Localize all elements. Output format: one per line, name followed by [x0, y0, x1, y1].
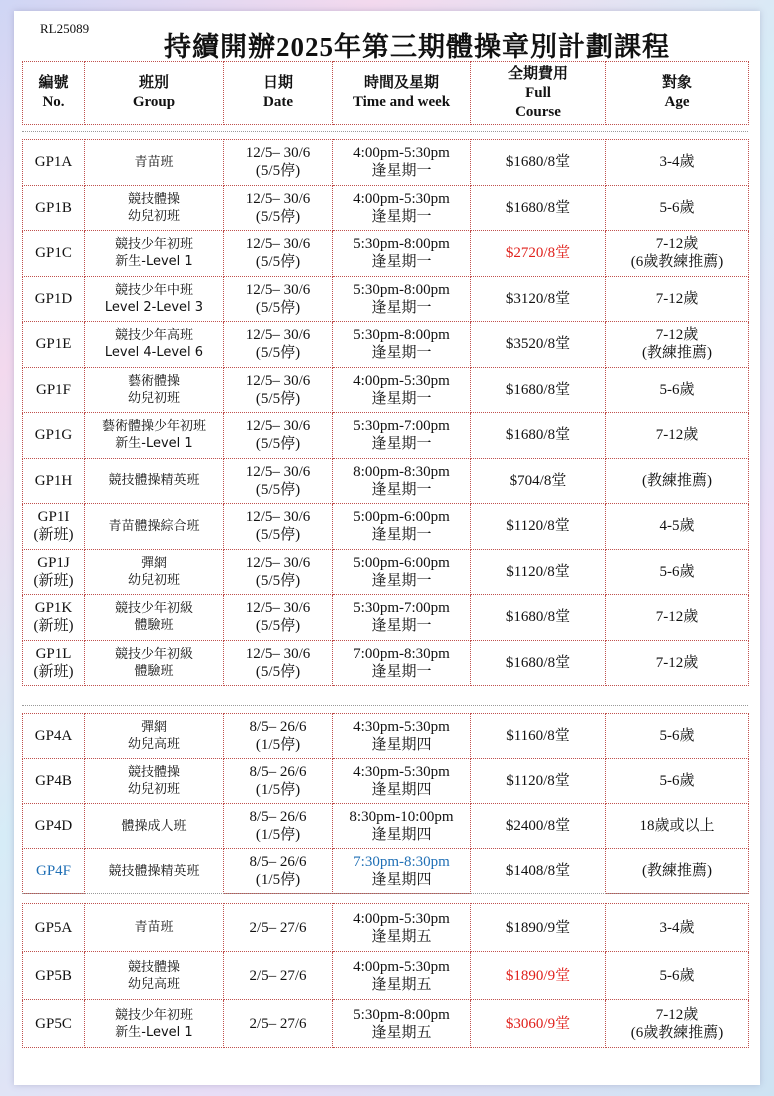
class-age-cell: 7-12歲: [606, 640, 749, 686]
class-group-cell: 競技體操精英班: [85, 849, 224, 894]
class-age-cell: 3-4歲: [606, 140, 749, 186]
class-age-cell: 7-12歲 (6歲教練推薦): [606, 1000, 749, 1048]
class-time-cell: 4:30pm-5:30pm 逢星期四: [333, 714, 471, 759]
class-fee-cell: $1680/8堂: [471, 595, 606, 641]
thursday-classes-table: [22, 713, 749, 894]
table-row: [23, 952, 749, 1000]
class-time-cell: 7:30pm-8:30pm 逢星期四: [333, 849, 471, 894]
class-number-cell: GP4F: [23, 849, 85, 894]
class-time-cell: 4:00pm-5:30pm 逢星期五: [333, 904, 471, 952]
class-fee-cell: $3120/8堂: [471, 276, 606, 322]
class-group-cell: 青苗班: [85, 140, 224, 186]
class-time-cell: 5:30pm-8:00pm 逢星期五: [333, 1000, 471, 1048]
class-fee-cell: $3520/8堂: [471, 322, 606, 368]
class-age-cell: 7-12歲: [606, 595, 749, 641]
class-time-cell: 5:30pm-8:00pm 逢星期一: [333, 231, 471, 277]
class-date-cell: 8/5– 26/6 (1/5停): [224, 759, 333, 804]
header-no: 編號 No.: [23, 62, 85, 125]
class-group-cell: 青苗體操綜合班: [85, 504, 224, 550]
class-time-cell: 4:30pm-5:30pm 逢星期四: [333, 759, 471, 804]
table-row: [23, 759, 749, 804]
class-number-cell: GP1A: [23, 140, 85, 186]
table-row: [23, 367, 749, 413]
class-date-cell: 12/5– 30/6 (5/5停): [224, 367, 333, 413]
class-date-cell: 8/5– 26/6 (1/5停): [224, 849, 333, 894]
table-row: [23, 231, 749, 277]
class-number-cell: GP1B: [23, 185, 85, 231]
class-fee-cell: $2720/8堂: [471, 231, 606, 277]
class-time-cell: 5:00pm-6:00pm 逢星期一: [333, 549, 471, 595]
table-row: [23, 714, 749, 759]
class-fee-cell: $704/8堂: [471, 458, 606, 504]
table-row: [23, 276, 749, 322]
table-row: [23, 322, 749, 368]
class-fee-cell: $1890/9堂: [471, 952, 606, 1000]
class-time-cell: 5:30pm-8:00pm 逢星期一: [333, 322, 471, 368]
class-fee-cell: $1120/8堂: [471, 759, 606, 804]
class-fee-cell: $1680/8堂: [471, 140, 606, 186]
class-fee-cell: $1160/8堂: [471, 714, 606, 759]
header-time: 時間及星期 Time and week: [333, 62, 471, 125]
class-date-cell: 2/5– 27/6: [224, 952, 333, 1000]
class-group-cell: 競技少年初班 新生-Level 1: [85, 1000, 224, 1048]
table-row: [23, 185, 749, 231]
class-group-cell: 競技少年初班 新生-Level 1: [85, 231, 224, 277]
class-group-cell: 競技少年初級 體驗班: [85, 595, 224, 641]
class-age-cell: 5-6歲: [606, 367, 749, 413]
class-age-cell: 5-6歲: [606, 714, 749, 759]
class-group-cell: 競技少年初級 體驗班: [85, 640, 224, 686]
class-age-cell: 4-5歲: [606, 504, 749, 550]
class-group-cell: 競技體操 幼兒初班: [85, 759, 224, 804]
class-number-cell: GP1K (新班): [23, 595, 85, 641]
class-date-cell: 12/5– 30/6 (5/5停): [224, 413, 333, 459]
class-age-cell: (教練推薦): [606, 849, 749, 894]
class-age-cell: 18歲或以上: [606, 804, 749, 849]
class-time-cell: 4:00pm-5:30pm 逢星期一: [333, 185, 471, 231]
class-number-cell: GP4B: [23, 759, 85, 804]
class-age-cell: 5-6歲: [606, 952, 749, 1000]
header-row: [23, 62, 749, 125]
class-age-cell: 5-6歲: [606, 549, 749, 595]
schedule-sheet: [14, 11, 760, 1085]
class-fee-cell: $1680/8堂: [471, 367, 606, 413]
class-number-cell: GP1D: [23, 276, 85, 322]
class-date-cell: 12/5– 30/6 (5/5停): [224, 595, 333, 641]
table-row: [23, 640, 749, 686]
class-fee-cell: $1890/9堂: [471, 904, 606, 952]
class-number-cell: GP1E: [23, 322, 85, 368]
header-date: 日期 Date: [224, 62, 333, 125]
class-group-cell: 競技體操精英班: [85, 458, 224, 504]
class-number-cell: GP1G: [23, 413, 85, 459]
class-number-cell: GP1J (新班): [23, 549, 85, 595]
class-fee-cell: $1120/8堂: [471, 549, 606, 595]
table-row: [23, 595, 749, 641]
divider: [22, 131, 748, 132]
table-row: [23, 849, 749, 894]
class-time-cell: 5:30pm-8:00pm 逢星期一: [333, 276, 471, 322]
class-date-cell: 12/5– 30/6 (5/5停): [224, 322, 333, 368]
header-age: 對象 Age: [606, 62, 749, 125]
class-time-cell: 4:00pm-5:30pm 逢星期一: [333, 367, 471, 413]
class-number-cell: GP1H: [23, 458, 85, 504]
class-age-cell: 7-12歲 (6歲教練推薦): [606, 231, 749, 277]
class-number-cell: GP5C: [23, 1000, 85, 1048]
class-date-cell: 12/5– 30/6 (5/5停): [224, 185, 333, 231]
class-date-cell: 12/5– 30/6 (5/5停): [224, 458, 333, 504]
class-group-cell: 藝術體操少年初班 新生-Level 1: [85, 413, 224, 459]
class-time-cell: 7:00pm-8:30pm 逢星期一: [333, 640, 471, 686]
class-date-cell: 8/5– 26/6 (1/5停): [224, 714, 333, 759]
class-number-cell: GP1F: [23, 367, 85, 413]
class-fee-cell: $1120/8堂: [471, 504, 606, 550]
class-group-cell: 藝術體操 幼兒初班: [85, 367, 224, 413]
friday-classes-table: [22, 903, 749, 1048]
class-age-cell: (教練推薦): [606, 458, 749, 504]
class-fee-cell: $1680/8堂: [471, 413, 606, 459]
class-date-cell: 8/5– 26/6 (1/5停): [224, 804, 333, 849]
class-time-cell: 5:30pm-7:00pm 逢星期一: [333, 413, 471, 459]
class-age-cell: 3-4歲: [606, 904, 749, 952]
class-age-cell: 7-12歲 (教練推薦): [606, 322, 749, 368]
class-group-cell: 青苗班: [85, 904, 224, 952]
divider: [22, 705, 748, 706]
class-fee-cell: $2400/8堂: [471, 804, 606, 849]
class-age-cell: 7-12歲: [606, 413, 749, 459]
class-number-cell: GP4D: [23, 804, 85, 849]
table-row: [23, 140, 749, 186]
class-group-cell: 彈網 幼兒高班: [85, 714, 224, 759]
class-group-cell: 競技少年高班 Level 4-Level 6: [85, 322, 224, 368]
table-row: [23, 904, 749, 952]
document-code: RL25089: [40, 21, 90, 36]
class-fee-cell: $1680/8堂: [471, 185, 606, 231]
table-row: [23, 1000, 749, 1048]
class-time-cell: 5:30pm-7:00pm 逢星期一: [333, 595, 471, 641]
header-table: [22, 61, 749, 125]
divider: [22, 893, 748, 894]
class-age-cell: 7-12歲: [606, 276, 749, 322]
class-group-cell: 體操成人班: [85, 804, 224, 849]
class-date-cell: 12/5– 30/6 (5/5停): [224, 504, 333, 550]
class-date-cell: 12/5– 30/6 (5/5停): [224, 640, 333, 686]
table-row: [23, 458, 749, 504]
class-group-cell: 競技少年中班 Level 2-Level 3: [85, 276, 224, 322]
class-time-cell: 4:00pm-5:30pm 逢星期五: [333, 952, 471, 1000]
class-time-cell: 8:30pm-10:00pm 逢星期四: [333, 804, 471, 849]
class-group-cell: 競技體操 幼兒高班: [85, 952, 224, 1000]
class-date-cell: 12/5– 30/6 (5/5停): [224, 549, 333, 595]
class-fee-cell: $3060/9堂: [471, 1000, 606, 1048]
table-row: [23, 804, 749, 849]
table-row: [23, 549, 749, 595]
class-age-cell: 5-6歲: [606, 759, 749, 804]
class-fee-cell: $1680/8堂: [471, 640, 606, 686]
class-date-cell: 2/5– 27/6: [224, 904, 333, 952]
class-time-cell: 5:00pm-6:00pm 逢星期一: [333, 504, 471, 550]
class-date-cell: 2/5– 27/6: [224, 1000, 333, 1048]
page-title: 持續開辦2025年第三期體操章別計劃課程: [164, 32, 670, 62]
table-row: [23, 413, 749, 459]
header-group: 班別 Group: [85, 62, 224, 125]
header-fee: 全期費用 Full Course: [471, 62, 606, 125]
class-age-cell: 5-6歲: [606, 185, 749, 231]
class-time-cell: 4:00pm-5:30pm 逢星期一: [333, 140, 471, 186]
class-number-cell: GP4A: [23, 714, 85, 759]
class-date-cell: 12/5– 30/6 (5/5停): [224, 276, 333, 322]
class-date-cell: 12/5– 30/6 (5/5停): [224, 140, 333, 186]
monday-classes-table: [22, 139, 749, 686]
class-number-cell: GP1I (新班): [23, 504, 85, 550]
class-group-cell: 競技體操 幼兒初班: [85, 185, 224, 231]
class-group-cell: 彈網 幼兒初班: [85, 549, 224, 595]
class-fee-cell: $1408/8堂: [471, 849, 606, 894]
class-number-cell: GP5A: [23, 904, 85, 952]
class-number-cell: GP5B: [23, 952, 85, 1000]
class-date-cell: 12/5– 30/6 (5/5停): [224, 231, 333, 277]
class-number-cell: GP1L (新班): [23, 640, 85, 686]
class-time-cell: 8:00pm-8:30pm 逢星期一: [333, 458, 471, 504]
class-number-cell: GP1C: [23, 231, 85, 277]
table-row: [23, 504, 749, 550]
